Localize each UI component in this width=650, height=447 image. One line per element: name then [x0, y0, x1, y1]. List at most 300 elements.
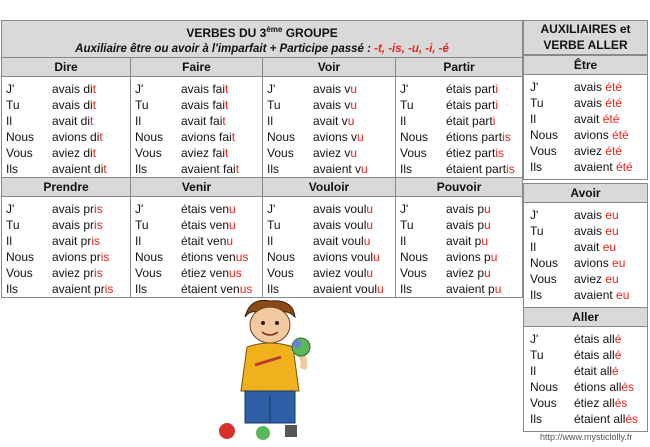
- aux-verb-name: Être: [524, 56, 647, 75]
- conjugation-line: [530, 331, 647, 347]
- verb-form: [52, 281, 113, 297]
- verb-stem: avaient: [574, 160, 617, 174]
- verb-stem: aviez voul: [313, 266, 367, 280]
- verb-form: [313, 249, 380, 265]
- verb-ending: u: [373, 250, 380, 264]
- subtitle: Auxiliaire être ou avoir à l'imparfait + Participe passé :: [75, 43, 375, 55]
- verb-stem: avions pr: [52, 250, 101, 264]
- verb-ending: is: [495, 146, 505, 160]
- aux-title-line2: VERBE ALLER: [543, 38, 628, 52]
- conjugation-line: [6, 233, 130, 249]
- conjugation-line: [530, 127, 647, 143]
- verb-stem: avais voul: [313, 202, 367, 216]
- pronoun: Ils: [135, 282, 147, 296]
- verb-ending: t: [225, 82, 229, 96]
- verb-form: [574, 271, 619, 287]
- verb-stem: avais fai: [181, 98, 226, 112]
- conjugation-line: [6, 113, 130, 129]
- verb-stem: aviez v: [313, 146, 351, 160]
- conjugation-line: [135, 145, 262, 161]
- verb-form: [181, 233, 233, 249]
- pronoun: Tu: [6, 218, 20, 232]
- verb-form: [313, 97, 357, 113]
- verb-ending: i: [495, 98, 499, 112]
- pronoun: Il: [6, 114, 12, 128]
- verb-ending: u: [481, 234, 489, 248]
- verb-form: [181, 81, 228, 97]
- verb-stem: étais part: [446, 98, 496, 112]
- verb-form: [181, 161, 239, 177]
- conjugation-line: [530, 347, 647, 363]
- verb-form: [574, 379, 634, 395]
- aux-title-line1: AUXILIAIRES et: [540, 22, 631, 36]
- pronoun: Il: [400, 234, 406, 248]
- verb-ending: é: [612, 364, 619, 378]
- verb-stem: avaient voul: [313, 282, 378, 296]
- verb-form: [52, 145, 96, 161]
- verb-ending: u: [366, 202, 374, 216]
- verb-form: [181, 249, 248, 265]
- pronoun: Tu: [400, 218, 414, 232]
- third-group-table: [1, 20, 523, 298]
- pronoun: Il: [267, 234, 273, 248]
- verb-ending: é: [614, 332, 622, 346]
- verb-stem: aviez fai: [181, 146, 226, 160]
- pronoun: Ils: [267, 282, 279, 296]
- verb-ending: eu: [605, 224, 619, 238]
- pronoun: Vous: [6, 146, 33, 160]
- pronoun: Ils: [6, 282, 18, 296]
- pronoun: J': [530, 80, 539, 94]
- conjugation-line: [6, 129, 130, 145]
- pronoun: Tu: [135, 218, 149, 232]
- verb-form: [446, 145, 504, 161]
- verb-ending: u: [350, 98, 358, 112]
- verb-stem: avions: [574, 128, 613, 142]
- pronoun: Vous: [400, 266, 427, 280]
- conjugation-line: [267, 161, 395, 177]
- verb-ending: t: [231, 130, 236, 144]
- pronoun: J': [400, 202, 409, 216]
- pronoun: Nous: [400, 130, 429, 144]
- verb-ending: t: [222, 114, 226, 128]
- verb-cell: [263, 197, 396, 298]
- verb-ending: u: [484, 266, 491, 280]
- verb-stem: étaient ven: [181, 282, 240, 296]
- conjugation-line: [6, 249, 130, 265]
- pronoun: Nous: [6, 250, 35, 264]
- verb-ending: is: [94, 218, 103, 232]
- verb-form: [574, 395, 627, 411]
- aux-cell: [524, 75, 647, 179]
- verb-form: [181, 201, 236, 217]
- verb-ending: u: [366, 266, 374, 280]
- verb-form: [52, 249, 109, 265]
- verb-form: [446, 97, 498, 113]
- verb-stem: avions di: [52, 130, 100, 144]
- verb-stem: avait fai: [181, 114, 223, 128]
- conjugation-line: [135, 113, 262, 129]
- verb-stem: avions voul: [313, 250, 374, 264]
- pronoun: Tu: [267, 218, 281, 232]
- verb-ending: été: [612, 128, 629, 142]
- verb-stem: aviez di: [52, 146, 93, 160]
- verb-form: [574, 111, 619, 127]
- verb-form: [52, 81, 96, 97]
- pronoun: Nous: [267, 130, 296, 144]
- pronoun: Il: [530, 364, 536, 378]
- verb-form: [574, 207, 619, 223]
- pronoun: Vous: [6, 266, 33, 280]
- conjugation-lines: [2, 77, 130, 177]
- conjugation-line: [6, 161, 130, 177]
- verb-ending: u: [229, 202, 236, 216]
- verb-name: Partir: [396, 58, 523, 77]
- conjugation-line: [530, 287, 647, 303]
- pronoun: Nous: [530, 256, 559, 270]
- verb-ending: u: [357, 130, 364, 144]
- conjugation-line: [267, 129, 395, 145]
- aux-aller-box: [523, 307, 648, 432]
- verb-ending: i: [492, 114, 496, 128]
- verb-ending: és: [621, 380, 635, 394]
- verb-stem: avait v: [313, 114, 348, 128]
- verb-ending: été: [616, 160, 633, 174]
- pronoun: Nous: [135, 250, 164, 264]
- pronoun: J': [267, 82, 276, 96]
- verb-stem: était all: [574, 364, 613, 378]
- verb-cell: [131, 77, 263, 178]
- conjugation-line: [135, 249, 262, 265]
- conjugation-line: [530, 143, 647, 159]
- verb-form: [446, 217, 491, 233]
- conjugation-line: [267, 249, 395, 265]
- conjugation-lines: [396, 77, 522, 177]
- verb-stem: aviez pr: [52, 266, 95, 280]
- verb-ending: is: [91, 234, 101, 248]
- pronoun: Nous: [6, 130, 35, 144]
- verb-form: [574, 287, 629, 303]
- pronoun: J': [6, 82, 15, 96]
- title-sup: ème: [266, 25, 283, 34]
- conjugation-line: [6, 201, 130, 217]
- verb-form: [181, 113, 226, 129]
- pronoun: Nous: [530, 128, 559, 142]
- boy-illustration: [215, 295, 325, 445]
- verb-stem: avais pr: [52, 218, 95, 232]
- conjugation-line: [135, 81, 262, 97]
- verb-form: [313, 81, 357, 97]
- verb-ending: u: [350, 146, 358, 160]
- verb-stem: avait voul: [313, 234, 364, 248]
- verb-form: [574, 331, 621, 347]
- conjugation-line: [530, 239, 647, 255]
- pronoun: Il: [400, 114, 406, 128]
- verb-cell: [2, 77, 131, 178]
- verb-ending: été: [605, 80, 623, 94]
- conjugation-line: [135, 201, 262, 217]
- verb-stem: avais p: [446, 218, 485, 232]
- conjugation-lines: [524, 75, 647, 175]
- verb-cell: [396, 77, 523, 178]
- conjugation-line: [530, 159, 647, 175]
- pronoun: Nous: [400, 250, 429, 264]
- verb-form: [313, 145, 357, 161]
- verb-ending: été: [605, 96, 623, 110]
- pronoun: Vous: [267, 146, 294, 160]
- verb-stem: avais: [574, 208, 606, 222]
- conjugation-line: [267, 217, 395, 233]
- verb-ending: t: [92, 146, 97, 160]
- verb-ending: is: [506, 162, 515, 176]
- verb-ending: t: [225, 98, 229, 112]
- verb-form: [574, 95, 622, 111]
- conjugation-line: [400, 265, 522, 281]
- verb-ending: eu: [616, 288, 630, 302]
- verb-form: [574, 79, 622, 95]
- pronoun: Il: [6, 234, 12, 248]
- conjugation-line: [530, 207, 647, 223]
- verb-ending: u: [494, 282, 502, 296]
- verb-form: [181, 145, 228, 161]
- pronoun: J': [530, 332, 539, 346]
- verb-ending: u: [366, 218, 374, 232]
- verb-name: Faire: [131, 58, 263, 77]
- verb-form: [313, 233, 370, 249]
- pronoun: Il: [135, 234, 141, 248]
- verb-ending: is: [94, 202, 103, 216]
- verb-form: [181, 97, 228, 113]
- verb-ending: t: [225, 146, 229, 160]
- conjugation-line: [267, 113, 395, 129]
- verb-ending: eu: [612, 256, 626, 270]
- conjugation-line: [400, 201, 522, 217]
- verb-name: Dire: [2, 58, 131, 77]
- conjugation-line: [530, 271, 647, 287]
- conjugation-line: [6, 81, 130, 97]
- conjugation-line: [135, 217, 262, 233]
- conjugation-line: [400, 281, 522, 297]
- verb-stem: étais part: [446, 82, 496, 96]
- conjugation-lines: [2, 197, 130, 297]
- verb-stem: avais p: [446, 202, 485, 216]
- pronoun: Il: [267, 114, 273, 128]
- verb-form: [52, 217, 103, 233]
- aux-verb-name: Aller: [524, 308, 647, 327]
- conjugation-line: [267, 97, 395, 113]
- conjugation-lines: [263, 197, 395, 297]
- pronoun: Tu: [135, 98, 149, 112]
- verb-ending: u: [350, 82, 358, 96]
- verb-stem: avais: [574, 80, 606, 94]
- verb-ending: t: [103, 162, 107, 176]
- verb-form: [574, 239, 616, 255]
- verb-ending: été: [605, 144, 623, 158]
- verb-ending: u: [226, 234, 234, 248]
- verb-ending: u: [229, 218, 236, 232]
- conjugation-line: [6, 265, 130, 281]
- conjugation-lines: [396, 197, 522, 297]
- pronoun: Il: [530, 112, 536, 126]
- verb-stem: avaient di: [52, 162, 104, 176]
- verb-stem: avions v: [313, 130, 358, 144]
- verb-ending: t: [92, 98, 97, 112]
- verb-ending: és: [614, 396, 628, 410]
- pronoun: Vous: [267, 266, 294, 280]
- pronoun: Tu: [530, 348, 544, 362]
- pronoun: Il: [530, 240, 536, 254]
- verb-stem: avions p: [446, 250, 491, 264]
- pronoun: J': [400, 82, 409, 96]
- verb-ending: is: [100, 250, 110, 264]
- verb-form: [574, 347, 621, 363]
- verb-ending: eu: [605, 272, 619, 286]
- pronoun: Nous: [530, 380, 559, 394]
- verb-stem: était part: [446, 114, 493, 128]
- conjugation-line: [135, 129, 262, 145]
- verb-ending: u: [363, 234, 371, 248]
- conjugation-line: [400, 145, 522, 161]
- verb-form: [446, 113, 495, 129]
- verb-form: [446, 233, 488, 249]
- verb-form: [52, 161, 107, 177]
- pronoun: J': [135, 82, 144, 96]
- verb-ending: és: [625, 412, 639, 426]
- verb-ending: t: [99, 130, 103, 144]
- verb-stem: avais v: [313, 98, 351, 112]
- conjugation-line: [267, 265, 395, 281]
- verb-form: [313, 113, 354, 129]
- aux-etre-box: [523, 55, 648, 180]
- conjugation-line: [267, 145, 395, 161]
- verb-form: [574, 411, 638, 427]
- pronoun: Ils: [530, 288, 542, 302]
- pronoun: Vous: [530, 144, 557, 158]
- verb-ending: u: [484, 202, 491, 216]
- conjugation-line: [6, 145, 130, 161]
- verb-name: Venir: [131, 178, 263, 197]
- pronoun: Nous: [267, 250, 296, 264]
- verb-form: [313, 265, 373, 281]
- verb-form: [446, 81, 498, 97]
- conjugation-line: [6, 97, 130, 113]
- conjugation-line: [400, 113, 522, 129]
- verb-form: [446, 249, 497, 265]
- conjugation-line: [400, 249, 522, 265]
- verb-ending: eu: [602, 240, 617, 254]
- pronoun: Tu: [530, 96, 544, 110]
- verb-stem: avais di: [52, 98, 93, 112]
- pronoun: Ils: [267, 162, 279, 176]
- verb-stem: étiez all: [574, 396, 615, 410]
- pronoun: Ils: [530, 160, 542, 174]
- pronoun: Vous: [135, 146, 162, 160]
- verb-ending: us: [235, 250, 249, 264]
- verb-name: Vouloir: [263, 178, 396, 197]
- conjugation-line: [267, 201, 395, 217]
- table-title: [2, 21, 523, 58]
- aux-verb-name: Avoir: [524, 184, 647, 203]
- conjugation-lines: [131, 77, 262, 177]
- verb-ending: is: [104, 282, 114, 296]
- pronoun: Nous: [135, 130, 164, 144]
- pronoun: Ils: [135, 162, 147, 176]
- verb-form: [446, 201, 491, 217]
- conjugation-line: [530, 255, 647, 271]
- verb-stem: étais all: [574, 348, 615, 362]
- conjugation-line: [530, 395, 647, 411]
- verb-stem: avaient: [574, 288, 617, 302]
- verb-stem: avais voul: [313, 218, 367, 232]
- verb-stem: avions fai: [181, 130, 232, 144]
- verb-stem: avait pr: [52, 234, 92, 248]
- aux-cell: [524, 327, 647, 431]
- verb-ending: is: [94, 266, 103, 280]
- aux-avoir-box: [523, 183, 648, 308]
- verb-form: [446, 161, 515, 177]
- conjugation-line: [530, 111, 647, 127]
- aux-title: [523, 20, 648, 55]
- verb-stem: aviez p: [446, 266, 485, 280]
- conjugation-line: [530, 363, 647, 379]
- verb-stem: avaient p: [446, 282, 495, 296]
- conjugation-lines: [131, 197, 262, 297]
- conjugation-lines: [524, 327, 647, 427]
- pronoun: Ils: [6, 162, 18, 176]
- verb-form: [52, 97, 96, 113]
- conjugation-line: [267, 81, 395, 97]
- verb-form: [574, 363, 619, 379]
- verb-ending: u: [490, 250, 498, 264]
- conjugation-line: [530, 411, 647, 427]
- verb-ending: u: [347, 114, 355, 128]
- pronoun: Vous: [530, 396, 557, 410]
- verb-ending: é: [614, 348, 622, 362]
- verb-stem: avais di: [52, 82, 93, 96]
- pronoun: Ils: [400, 162, 412, 176]
- verb-ending: t: [235, 162, 240, 176]
- conjugation-line: [400, 97, 522, 113]
- verb-form: [446, 265, 491, 281]
- verb-form: [181, 217, 236, 233]
- pronoun: Tu: [400, 98, 414, 112]
- conjugation-line: [400, 129, 522, 145]
- verb-cell: [263, 77, 396, 178]
- verb-form: [52, 233, 100, 249]
- pronoun: Il: [135, 114, 141, 128]
- verb-name: Pouvoir: [396, 178, 523, 197]
- title-main: VERBES DU 3: [186, 26, 267, 40]
- verb-stem: était ven: [181, 234, 227, 248]
- verb-stem: avaient pr: [52, 282, 105, 296]
- pronoun: J': [267, 202, 276, 216]
- verb-stem: étions ven: [181, 250, 236, 264]
- conjugation-line: [400, 161, 522, 177]
- pronoun: Tu: [6, 98, 20, 112]
- verb-stem: avais: [574, 96, 606, 110]
- verb-stem: étaient part: [446, 162, 507, 176]
- conjugation-line: [400, 233, 522, 249]
- verb-form: [313, 161, 368, 177]
- pronoun: J': [530, 208, 539, 222]
- verb-stem: étais ven: [181, 218, 230, 232]
- verb-cell: [396, 197, 523, 298]
- verb-stem: avions: [574, 256, 613, 270]
- conjugation-line: [530, 379, 647, 395]
- verb-ending: i: [495, 82, 499, 96]
- pronoun: Ils: [530, 412, 542, 426]
- verb-ending: u: [361, 162, 368, 176]
